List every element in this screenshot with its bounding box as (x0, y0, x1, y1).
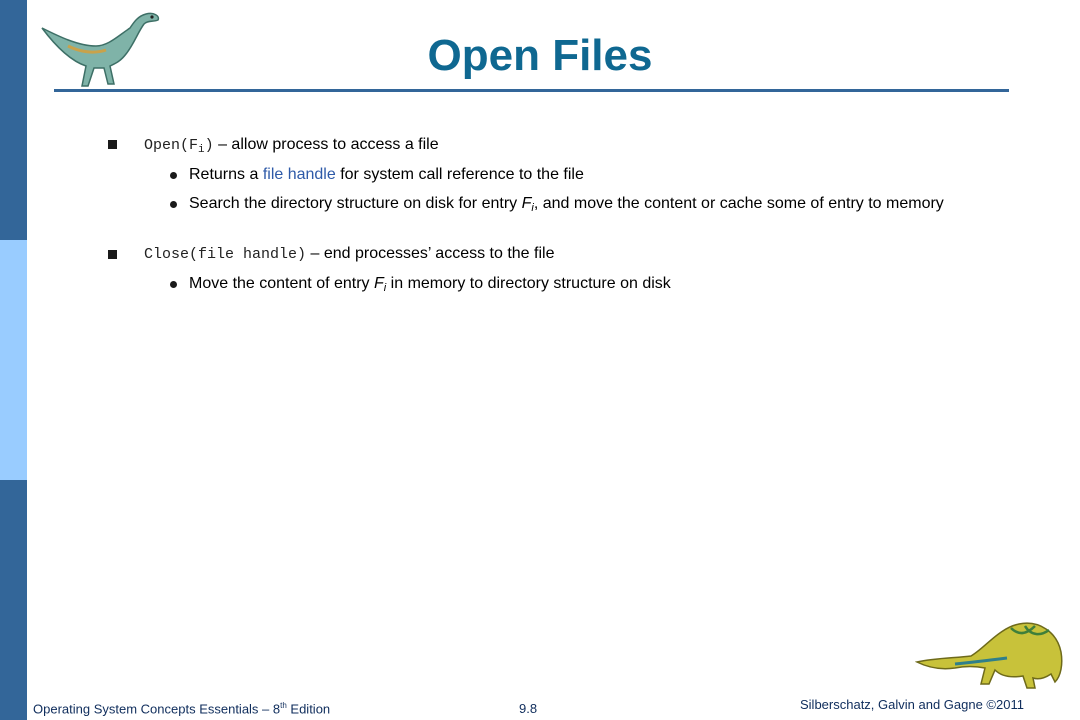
footer-book-sup: th (280, 701, 287, 710)
close-bullet (144, 243, 554, 266)
returns-rest: for system call reference to the file (335, 166, 584, 183)
search-bullet (189, 193, 979, 219)
sidebar-segment-bottom (0, 480, 27, 720)
move-bullet (189, 273, 671, 299)
close-description: – end processes’ access to the file (306, 245, 555, 262)
open-bullet (144, 134, 439, 161)
move-rest: in memory to directory structure on disk (386, 275, 671, 292)
footer-book-title (33, 701, 330, 716)
search-rest: , and move the content or cache some of entry to memory (533, 195, 944, 212)
returns-bullet (189, 164, 584, 186)
square-bullet-icon (108, 250, 117, 259)
footer-page-number: 9.8 (519, 701, 538, 716)
sidebar (0, 0, 27, 720)
sidebar-segment-middle (0, 240, 27, 480)
move-entry-subscript: i (383, 282, 387, 294)
slide-title: Open Files (427, 31, 653, 80)
search-entry-subscript: i (531, 202, 534, 214)
round-bullet-icon (170, 172, 177, 179)
square-bullet-icon (108, 140, 117, 149)
open-call-subscript: i (198, 144, 205, 156)
move-text: Move the content of entry (189, 275, 374, 292)
title-divider (54, 89, 1009, 92)
returns-text: Returns a (189, 166, 263, 183)
open-call-paren: ) (204, 137, 214, 154)
search-entry: F (521, 195, 532, 212)
footer-book-tail: Edition (286, 701, 331, 717)
footer-book-main: Operating System Concepts Essentials – 8 (33, 701, 281, 717)
round-bullet-icon (170, 281, 177, 288)
close-call: Close(file handle) (144, 246, 307, 263)
search-text: Search the directory structure on disk for entry (189, 195, 522, 212)
dinosaur-icon (915, 618, 1065, 690)
round-bullet-icon (170, 201, 177, 208)
footer-authors: Silberschatz, Galvin and Gagne ©2011 (800, 697, 1024, 712)
file-handle-term: file handle (262, 166, 336, 183)
move-entry: F (374, 275, 384, 292)
open-call: Open(F (144, 137, 199, 154)
open-description: – allow process to access a file (213, 136, 439, 153)
